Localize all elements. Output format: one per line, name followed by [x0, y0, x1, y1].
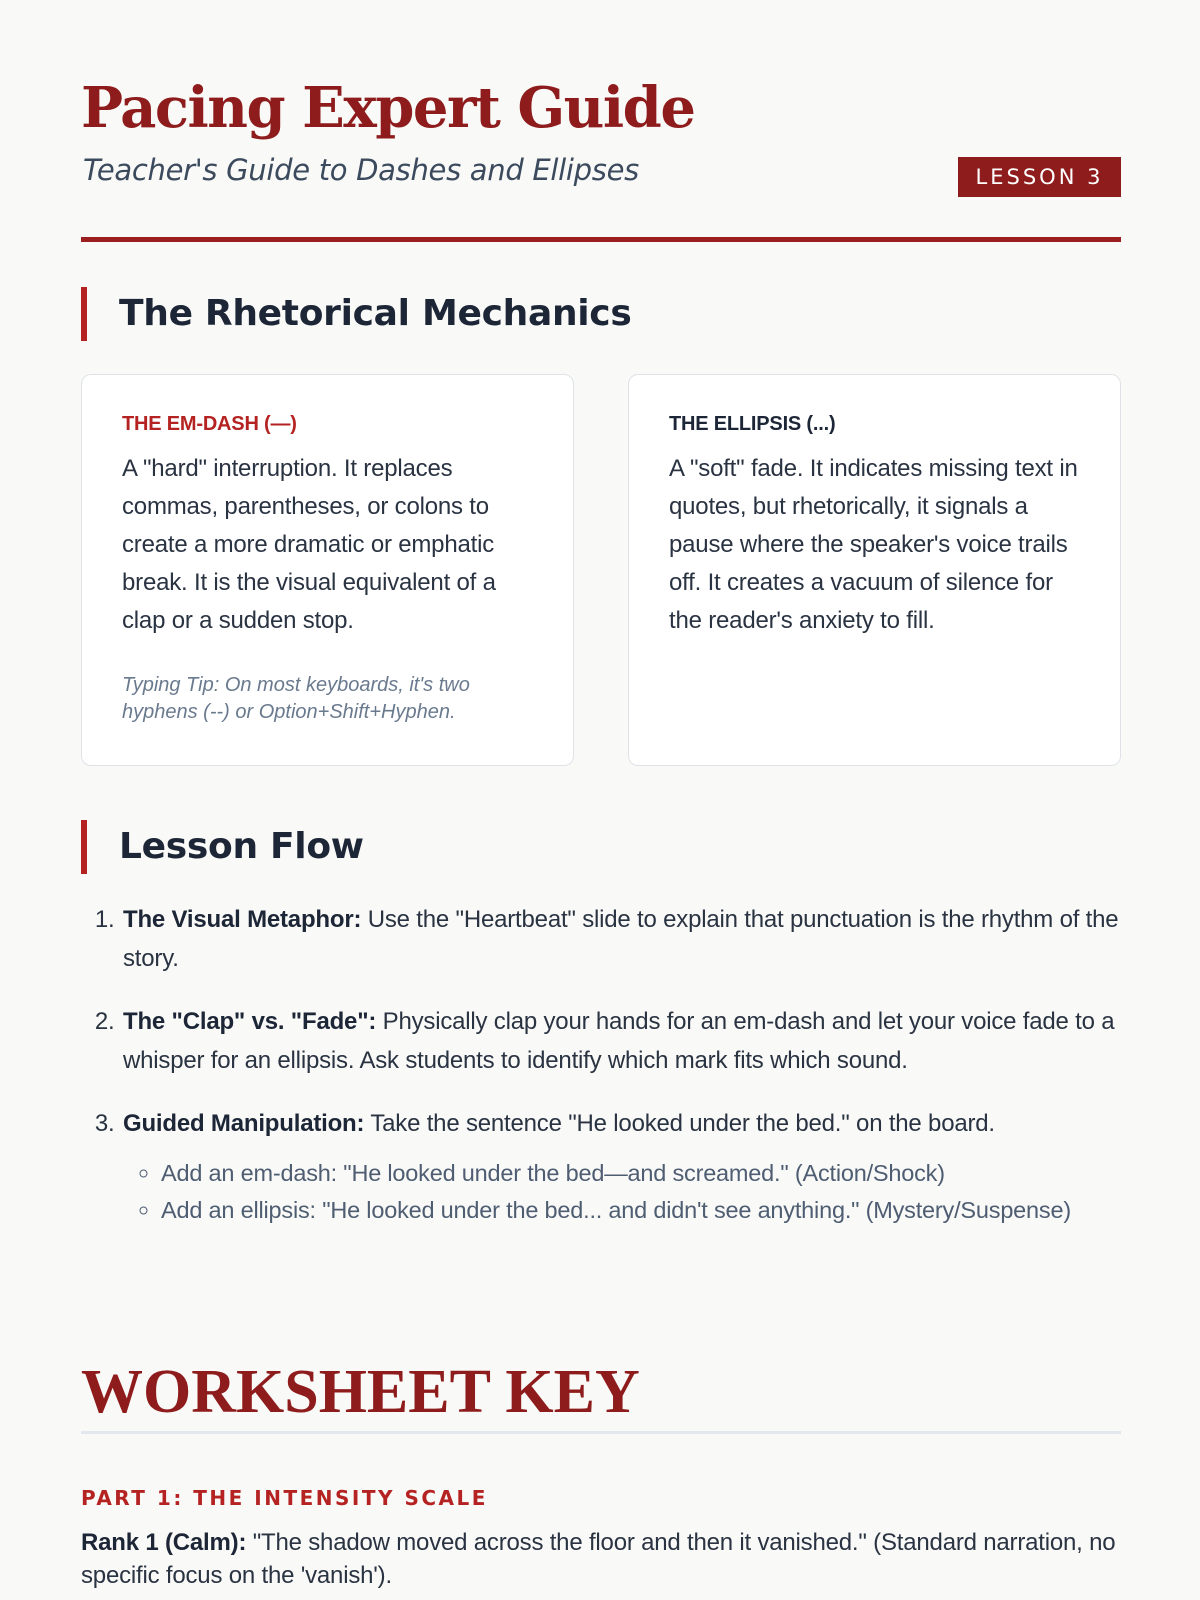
rank-1-entry [81, 1526, 1121, 1592]
step-text: Use the "Heartbeat" slide to explain that punctuation is the rhythm of the story. [123, 906, 1119, 972]
step-text: Take the sentence "He looked under the bed." on the board. [364, 1110, 995, 1137]
example-item: ◦ Add an ellipsis: "He looked under the bed... and didn't see anything." (Mystery/Suspense) [161, 1192, 1121, 1229]
step-term: The Visual Metaphor: [123, 906, 362, 933]
ellipsis-label: THE ELLIPSIS (...) [669, 413, 836, 435]
em-dash-description: A "hard" interruption. It replaces commas, parentheses, or colons to create a more dramatic or emphatic break. It is the visual equivalent of a clap or a sudden stop. [122, 455, 496, 634]
divider [81, 1431, 1121, 1434]
worksheet-title: WORKSHEET KEY [81, 1358, 640, 1426]
list-item [121, 1104, 1121, 1229]
ellipsis-description: A "soft" fade. It indicates missing text in quotes, but rhetorically, it signals a pause where the speaker's voice trails off. It creates a vacuum of silence for the reader's anxiety to fill. [669, 455, 1078, 634]
rank-text: "The shadow moved across the floor and then it vanished." (Standard narration, no specific focus on the 'vanish'). [81, 1529, 1116, 1589]
typing-tip: Typing Tip: On most keyboards, it's two hyphens (--) or Option+Shift+Hyphen. [122, 674, 470, 723]
list-item [121, 900, 1121, 978]
step-text: Physically clap your hands for an em-dash and let your voice fade to a whisper for an ellipsis. Ask students to identify which mark fits which sound. [123, 1008, 1115, 1074]
step-term: Guided Manipulation: [123, 1110, 365, 1137]
example-list [123, 1155, 1121, 1229]
part1-heading: PART 1: THE INTENSITY SCALE [81, 1486, 488, 1510]
em-dash-label: THE EM-DASH (—) [122, 413, 297, 435]
list-item [121, 1002, 1121, 1080]
page-header [81, 0, 1121, 242]
guide-page [81, 0, 1121, 1589]
lesson-badge: LESSON 3 [958, 157, 1121, 197]
mechanics-heading: The Rhetorical Mechanics [81, 287, 631, 341]
ellipsis-card [628, 374, 1121, 766]
step-term: The "Clap" vs. "Fade": [123, 1008, 377, 1035]
page-title: Pacing Expert Guide [81, 75, 695, 141]
page-subtitle: Teacher's Guide to Dashes and Ellipses [83, 153, 639, 187]
lesson-flow-list [81, 900, 1121, 1253]
rank-term: Rank 1 (Calm): [81, 1529, 247, 1556]
em-dash-card [81, 374, 574, 766]
lesson-flow-heading: Lesson Flow [81, 820, 364, 874]
example-item: ◦ Add an em-dash: "He looked under the bed—and screamed." (Action/Shock) [161, 1155, 1121, 1192]
